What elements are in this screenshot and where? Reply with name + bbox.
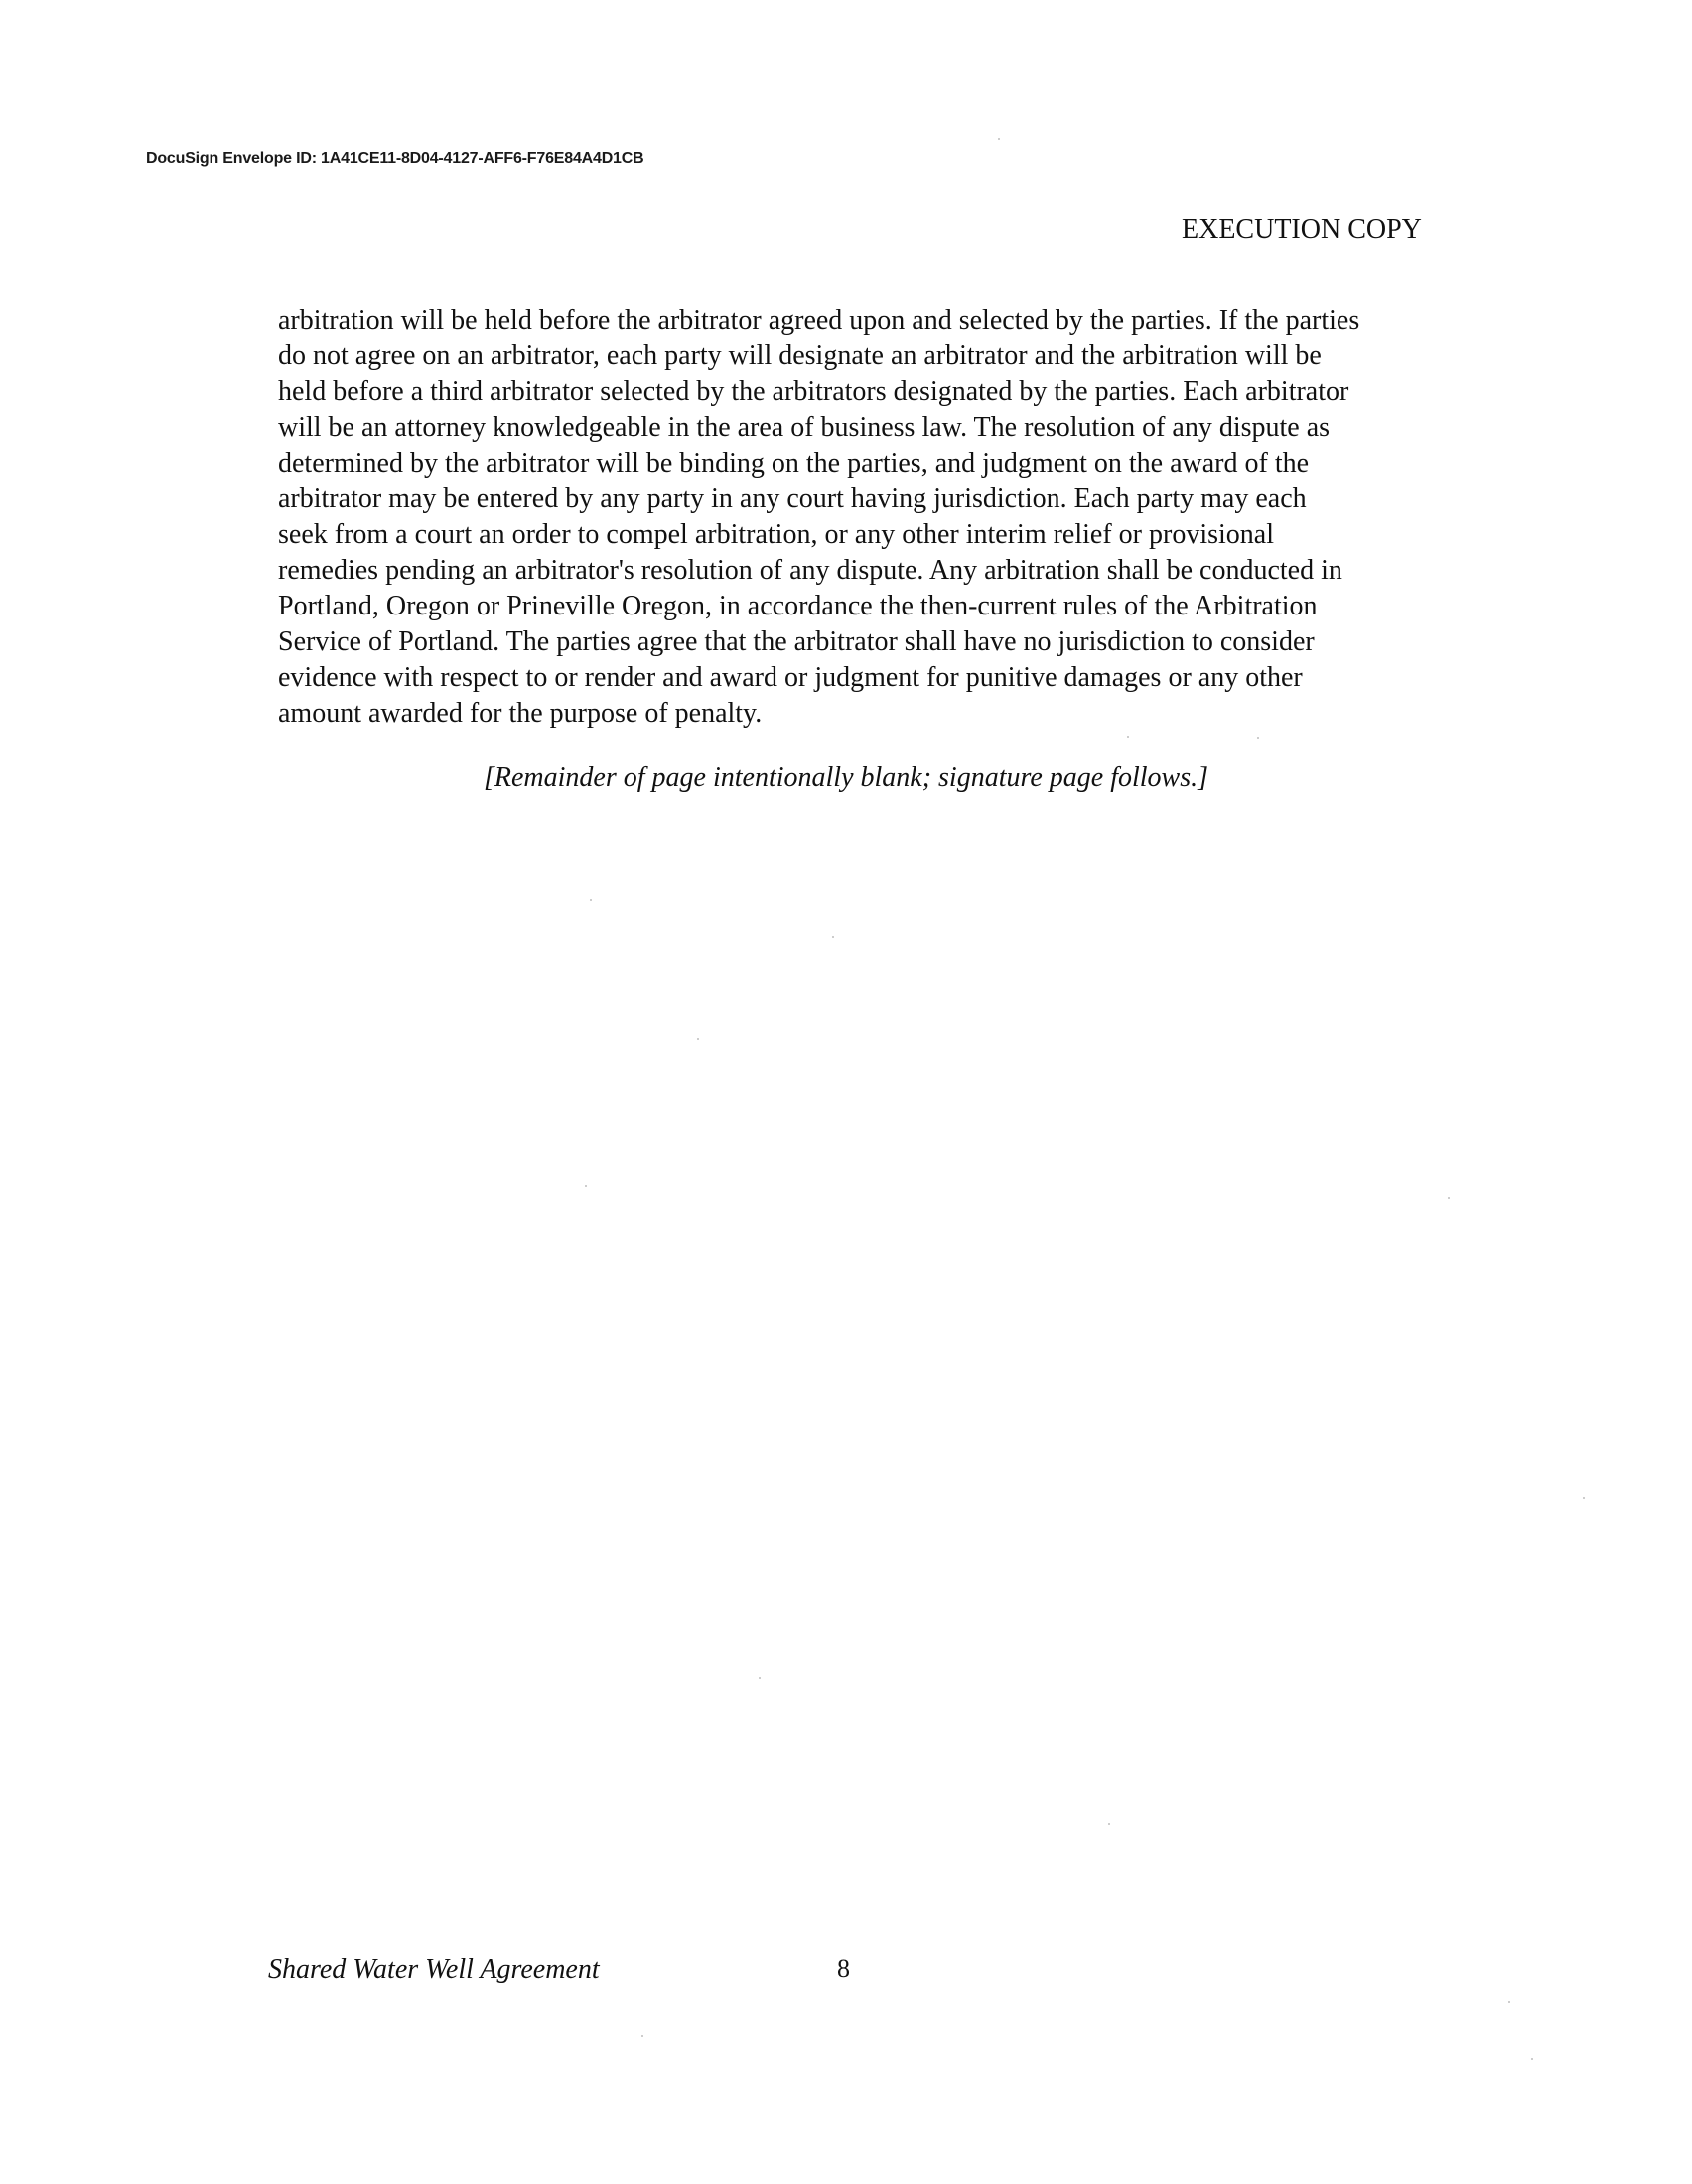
arbitration-paragraph <box>278 303 1440 732</box>
paragraph-line: do not agree on an arbitrator, each party will designate an arbitrator and the arbitration will be <box>278 341 1322 371</box>
scan-speck <box>832 936 834 938</box>
scan-speck <box>759 1677 761 1679</box>
scan-speck <box>697 1038 699 1040</box>
paragraph-line: will be an attorney knowledgeable in the area of business law. The resolution of any dispute as <box>278 412 1331 443</box>
paragraph-line: Portland, Oregon or Prineville Oregon, in accordance the then-current rules of the Arbitration <box>278 591 1318 621</box>
scan-speck <box>1127 736 1129 738</box>
footer-document-title: Shared Water Well Agreement <box>268 1954 600 1984</box>
paragraph-line: amount awarded for the purpose of penalty. <box>278 698 763 729</box>
scan-speck <box>1583 1497 1585 1499</box>
execution-copy-label: EXECUTION COPY <box>1182 214 1422 245</box>
scan-speck <box>1257 737 1259 739</box>
paragraph-line: Service of Portland. The parties agree that the arbitrator shall have no jurisdiction to consider <box>278 626 1315 657</box>
scan-speck <box>1448 1197 1450 1199</box>
remainder-blank-note: [Remainder of page intentionally blank; signature page follows.] <box>484 762 1208 793</box>
scan-speck <box>1508 2001 1510 2003</box>
paragraph-line: remedies pending an arbitrator's resolution of any dispute. Any arbitration shall be conducted in <box>278 555 1342 586</box>
paragraph-line: determined by the arbitrator will be binding on the parties, and judgment on the award of the <box>278 448 1310 478</box>
scan-speck <box>1531 2058 1533 2060</box>
scan-speck <box>641 2035 643 2037</box>
scan-speck <box>585 1185 587 1187</box>
paragraph-line: arbitrator may be entered by any party in any court having jurisdiction. Each party may each <box>278 483 1307 514</box>
paragraph-line: arbitration will be held before the arbitrator agreed upon and selected by the parties. If the parties <box>278 305 1360 336</box>
page-number: 8 <box>837 1954 850 1982</box>
paragraph-line: held before a third arbitrator selected by the arbitrators designated by the parties. Each arbitrator <box>278 376 1349 407</box>
docusign-envelope-id: DocuSign Envelope ID: 1A41CE11-8D04-4127-AFF6-F76E84A4D1CB <box>146 150 644 167</box>
paragraph-line: evidence with respect to or render and award or judgment for punitive damages or any other <box>278 662 1303 693</box>
scan-speck <box>998 138 1000 140</box>
paragraph-line: seek from a court an order to compel arbitration, or any other interim relief or provisional <box>278 519 1274 550</box>
scan-speck <box>590 899 592 901</box>
scan-speck <box>1108 1823 1110 1825</box>
